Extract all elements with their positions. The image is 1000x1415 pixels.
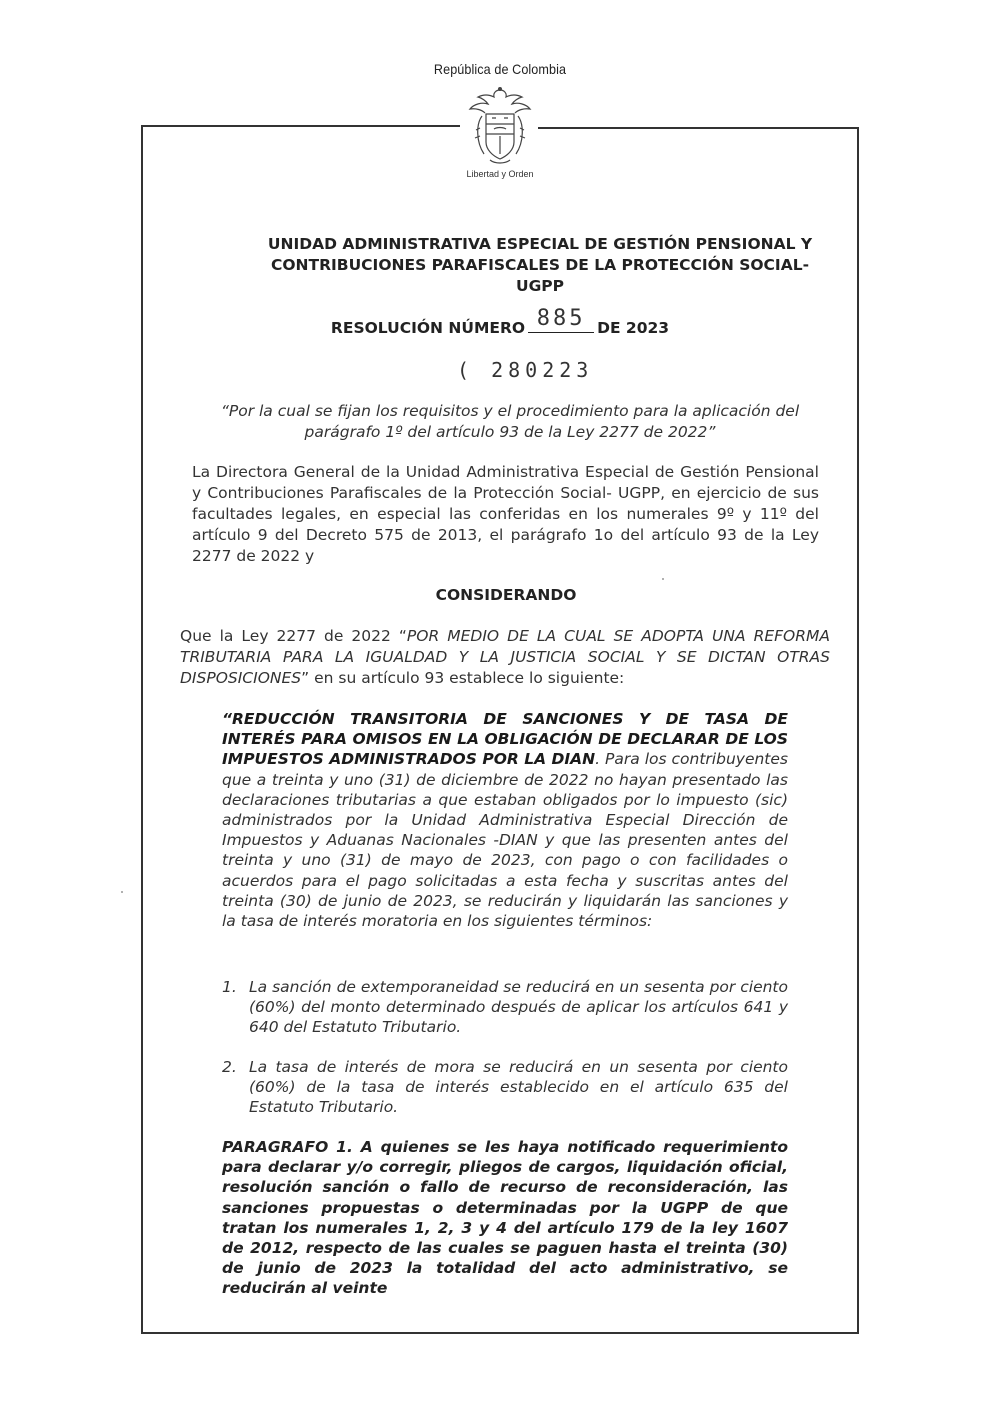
- entity-line-2: CONTRIBUCIONES PARAFISCALES DE LA PROTECCIÓN SOCIAL-: [270, 256, 810, 274]
- quote-body: . Para los contribuyentes que a treinta y uno (31) de diciembre de 2022 no hayan presentado las declaraciones tributarias a que estaban obligados por lo impuesto (sic) administrados por la Unidad Administrativa Especial Dirección de Impuestos y Aduanas Nacionales -DIAN y que las presenten antes del treinta y uno (31) de mayo de 2023, con pago o con facilidades o acuerdos para el pago solicitadas a esta fecha y suscritas antes del treinta (30) de junio de 2023, se reducirán y liquidarán las sanciones y la tasa de interés moratoria en los siguientes términos:: [222, 750, 788, 931]
- entity-name: [250, 234, 830, 297]
- list-item-text: La tasa de interés de mora se reducirá en un sesenta por ciento (60%) de la tasa de interés establecido en el artículo 635 del Estatuto Tributario.: [249, 1058, 788, 1117]
- resolution-year: DE 2023: [597, 319, 670, 337]
- list-item-text: La sanción de extemporaneidad se reducirá en un sesenta por ciento (60%) del monto determinado después de aplicar los artículos 641 y 640 del Estatuto Tributario.: [249, 978, 788, 1037]
- para-after: ” en su artículo 93 establece lo siguiente:: [301, 669, 625, 687]
- list-item: [222, 1057, 788, 1118]
- considerando-paragraph: [180, 626, 830, 689]
- quote-title: “REDUCCIÓN TRANSITORIA DE SANCIONES Y DE TASA DE INTERÉS PARA OMISOS EN LA OBLIGACIÓN DE DECLARAR DE LOS IMPUESTOS ADMINISTRADOS POR LA DIAN: [222, 710, 788, 769]
- colombia-coat-of-arms-icon: [462, 84, 538, 170]
- paragrafo-1: PARAGRAFO 1. A quienes se les haya notificado requerimiento para declarar y/o corregir, pliegos de cargos, liquidación oficial, resolución sanción o fallo de recurso de reconsideración, las sanciones propuestas o determinadas por la UGPP de que tratan los numerales 1, 2, 3 y 4 del artículo 179 de la ley 1607 de 2012, respecto de las cuales se paguen hasta el treinta (30) de junio de 2023 la totalidad del acto administrativo, se reducirán al veinte: [222, 1138, 788, 1298]
- country-header: República de Colombia: [433, 61, 567, 77]
- resolution-label: RESOLUCIÓN NÚMERO: [330, 319, 526, 337]
- motto: Libertad y Orden: [466, 169, 534, 179]
- intro-paragraph: La Directora General de la Unidad Administrativa Especial de Gestión Pensional y Contribuciones Parafiscales de la Protección Social- UGPP, en ejercicio de sus facultades legales, en especial las conferidas en los numerales 9º y 11º del artículo 9 del Decreto 575 de 2013, el parágrafo 1o del artículo 93 de la Ley 2277 de 2022 y: [192, 463, 819, 565]
- list-item-number: 2.: [222, 1058, 237, 1076]
- scan-speck: [121, 891, 123, 893]
- entity-line-3: UGPP: [515, 277, 565, 295]
- frame-border-bottom: [141, 1332, 859, 1334]
- list-item: [222, 977, 788, 1038]
- date-stamp: ( 280223: [457, 358, 594, 382]
- resolution-number: 885: [536, 306, 586, 331]
- frame-border-top-right: [538, 127, 859, 129]
- scan-speck: [662, 578, 664, 580]
- frame-border-top-left: [141, 125, 460, 127]
- subject-line-1: “Por la cual se fijan los requisitos y el procedimiento para la aplicación del: [220, 402, 800, 420]
- subject-line-2: parágrafo 1º del artículo 93 de la Ley 2277 de 2022”: [304, 423, 716, 441]
- list-item-number: 1.: [222, 978, 237, 996]
- resolution-subject: [190, 401, 830, 443]
- resolution-number-line: [0, 306, 1000, 337]
- frame-border-right: [857, 127, 859, 1334]
- considerando-heading: CONSIDERANDO: [435, 586, 577, 604]
- frame-border-left: [141, 125, 143, 1334]
- law-title: POR MEDIO DE LA CUAL SE ADOPTA UNA REFORMA TRIBUTARIA PARA LA IGUALDAD Y LA JUSTICIA SOCIAL Y SE DICTAN OTRAS DISPOSICIONES: [180, 627, 830, 687]
- entity-line-1: UNIDAD ADMINISTRATIVA ESPECIAL DE GESTIÓN PENSIONAL Y: [267, 235, 813, 253]
- resolution-number-blank: [528, 306, 594, 333]
- para-before: Que la Ley 2277 de 2022 “: [180, 627, 407, 645]
- quoted-article: [222, 709, 788, 931]
